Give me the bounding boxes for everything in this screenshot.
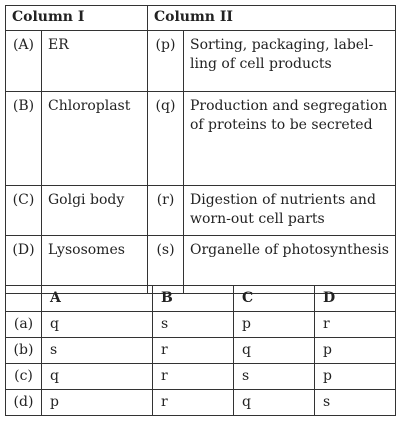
column-1-key: (C) [6,186,42,236]
column-1-key: (A) [6,31,42,92]
answer-cell: r [153,338,234,364]
answer-cell: p [42,390,153,416]
answer-cell: s [234,364,315,390]
answer-cell: q [42,312,153,338]
option-label: (c) [6,364,42,390]
answer-header-c: C [234,286,315,312]
option-label: (d) [6,390,42,416]
column-1-item: Golgi body [42,186,148,236]
answer-option-row[interactable] [6,338,396,364]
column-2-key: (p) [148,31,184,92]
column-1-key: (B) [6,92,42,186]
answer-cell: p [315,338,396,364]
column-2-key: (q) [148,92,184,186]
answer-header-row [6,286,396,312]
answer-cell: q [42,364,153,390]
answer-header-a: A [42,286,153,312]
option-label: (a) [6,312,42,338]
answer-options-table [5,285,396,416]
answer-cell: p [315,364,396,390]
answer-header-blank [6,286,42,312]
answer-cell: r [153,364,234,390]
match-row [6,186,396,236]
answer-cell: q [234,390,315,416]
column-2-item: Digestion of nutrients and worn-out cell parts [184,186,396,236]
column-1-item: Lysosomes [42,236,148,294]
answer-cell: r [153,390,234,416]
answer-cell: s [315,390,396,416]
match-table [5,5,396,294]
answer-cell: s [153,312,234,338]
column-2-item: Sorting, packaging, label-ling of cell products [184,31,396,92]
column-1-item: Chloroplast [42,92,148,186]
answer-cell: r [315,312,396,338]
column-2-item: Production and segregation of proteins to be secreted [184,92,396,186]
column-1-header: Column I [6,6,148,31]
match-row [6,31,396,92]
column-2-key: (s) [148,236,184,294]
answer-cell: s [42,338,153,364]
answer-option-row[interactable] [6,312,396,338]
column-1-key: (D) [6,236,42,294]
column-1-item: ER [42,31,148,92]
column-2-header: Column II [148,6,396,31]
option-label: (b) [6,338,42,364]
answer-cell: p [234,312,315,338]
answer-option-row[interactable] [6,364,396,390]
answer-header-b: B [153,286,234,312]
answer-header-d: D [315,286,396,312]
column-2-item: Organelle of photosynthesis [184,236,396,294]
column-2-key: (r) [148,186,184,236]
answer-cell: q [234,338,315,364]
match-row [6,92,396,186]
answer-option-row[interactable] [6,390,396,416]
